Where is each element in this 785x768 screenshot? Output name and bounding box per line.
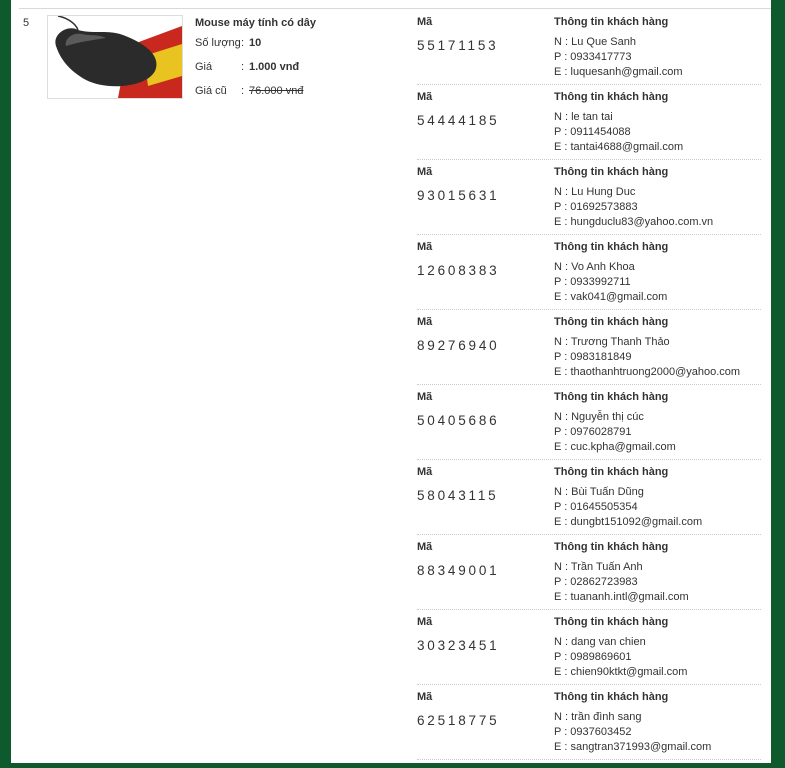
order-code: 50405686 bbox=[417, 413, 500, 428]
order-code: 12608383 bbox=[417, 263, 500, 278]
customer-phone: P : 0983181849 bbox=[554, 351, 632, 363]
customer-phone: P : 0937603452 bbox=[554, 726, 632, 738]
customer-email: E : luquesanh@gmail.com bbox=[554, 66, 683, 78]
old-price-row: Giá cũ : 76.000 vnđ bbox=[195, 85, 304, 97]
customer-name: N : Trần Tuấn Anh bbox=[554, 561, 643, 573]
customer-name: N : Trương Thanh Thảo bbox=[554, 336, 670, 348]
price-value: 1.000 vnđ bbox=[249, 61, 300, 73]
order-list bbox=[417, 10, 761, 760]
order-row bbox=[417, 685, 761, 760]
code-label: Mã bbox=[417, 541, 433, 553]
customer-phone: P : 0989869601 bbox=[554, 651, 632, 663]
order-code: 54444185 bbox=[417, 113, 500, 128]
customer-email: E : hungduclu83@yahoo.com.vn bbox=[554, 216, 714, 228]
order-row bbox=[417, 460, 761, 535]
order-code: 55171153 bbox=[417, 38, 499, 53]
order-row bbox=[417, 610, 761, 685]
order-code: 58043115 bbox=[417, 488, 499, 503]
customer-info-label: Thông tin khách hàng bbox=[554, 616, 669, 628]
customer-email: E : dungbt151092@gmail.com bbox=[554, 516, 703, 528]
customer-info-label: Thông tin khách hàng bbox=[554, 16, 669, 28]
customer-phone: P : 01645505354 bbox=[554, 501, 638, 513]
customer-phone: P : 01692573883 bbox=[554, 201, 638, 213]
code-label: Mã bbox=[417, 466, 433, 478]
order-row bbox=[417, 85, 761, 160]
customer-name: N : Lu Que Sanh bbox=[554, 36, 636, 48]
order-code: 30323451 bbox=[417, 638, 500, 653]
order-panel bbox=[11, 0, 771, 763]
order-code: 62518775 bbox=[417, 713, 500, 728]
price-label: Giá bbox=[195, 61, 213, 73]
item-index: 5 bbox=[23, 17, 30, 29]
customer-phone: P : 0911454088 bbox=[554, 126, 631, 138]
customer-email: E : tuananh.intl@gmail.com bbox=[554, 591, 689, 603]
order-row bbox=[417, 10, 761, 85]
customer-email: E : chien90ktkt@gmail.com bbox=[554, 666, 688, 678]
customer-info-label: Thông tin khách hàng bbox=[554, 691, 669, 703]
quantity-row: Số lượng: 10 bbox=[195, 37, 262, 49]
order-code: 93015631 bbox=[417, 188, 500, 203]
quantity-value: 10 bbox=[249, 37, 262, 49]
customer-info-label: Thông tin khách hàng bbox=[554, 391, 669, 403]
customer-email: E : cuc.kpha@gmail.com bbox=[554, 441, 676, 453]
code-label: Mã bbox=[417, 166, 433, 178]
customer-phone: P : 0933417773 bbox=[554, 51, 632, 63]
old-price-value: 76.000 vnđ bbox=[249, 85, 304, 97]
order-row bbox=[417, 535, 761, 610]
code-label: Mã bbox=[417, 316, 433, 328]
customer-name: N : Vo Anh Khoa bbox=[554, 261, 635, 273]
customer-name: N : dang van chien bbox=[554, 636, 646, 648]
divider bbox=[19, 8, 771, 9]
customer-info-label: Thông tin khách hàng bbox=[554, 316, 669, 328]
customer-email: E : vak041@gmail.com bbox=[554, 291, 668, 303]
product-image[interactable] bbox=[47, 15, 183, 99]
order-row bbox=[417, 385, 761, 460]
customer-phone: P : 0976028791 bbox=[554, 426, 632, 438]
customer-name: N : Bùi Tuấn Dũng bbox=[554, 486, 644, 498]
order-row bbox=[417, 235, 761, 310]
code-label: Mã bbox=[417, 391, 433, 403]
mouse-icon bbox=[48, 16, 182, 98]
product-name[interactable]: Mouse máy tính có dây bbox=[195, 17, 317, 29]
code-label: Mã bbox=[417, 691, 433, 703]
customer-email: E : sangtran371993@gmail.com bbox=[554, 741, 712, 753]
price-row: Giá : 1.000 vnđ bbox=[195, 61, 300, 73]
order-row bbox=[417, 160, 761, 235]
order-code: 89276940 bbox=[417, 338, 500, 353]
customer-phone: P : 0933992711 bbox=[554, 276, 631, 288]
old-price-label: Giá cũ bbox=[195, 85, 227, 97]
customer-name: N : trần đình sang bbox=[554, 711, 642, 723]
customer-info-label: Thông tin khách hàng bbox=[554, 241, 669, 253]
order-code: 88349001 bbox=[417, 563, 500, 578]
quantity-label: Số lượng bbox=[195, 37, 241, 49]
customer-phone: P : 02862723983 bbox=[554, 576, 638, 588]
customer-info-label: Thông tin khách hàng bbox=[554, 166, 669, 178]
customer-name: N : le tan tai bbox=[554, 111, 613, 123]
customer-email: E : tantai4688@gmail.com bbox=[554, 141, 684, 153]
order-row bbox=[417, 310, 761, 385]
customer-info-label: Thông tin khách hàng bbox=[554, 91, 669, 103]
customer-name: N : Nguyễn thị cúc bbox=[554, 411, 644, 423]
customer-info-label: Thông tin khách hàng bbox=[554, 466, 669, 478]
customer-name: N : Lu Hung Duc bbox=[554, 186, 636, 198]
code-label: Mã bbox=[417, 241, 433, 253]
code-label: Mã bbox=[417, 91, 433, 103]
customer-email: E : thaothanhtruong2000@yahoo.com bbox=[554, 366, 741, 378]
customer-info-label: Thông tin khách hàng bbox=[554, 541, 669, 553]
code-label: Mã bbox=[417, 16, 433, 28]
code-label: Mã bbox=[417, 616, 433, 628]
